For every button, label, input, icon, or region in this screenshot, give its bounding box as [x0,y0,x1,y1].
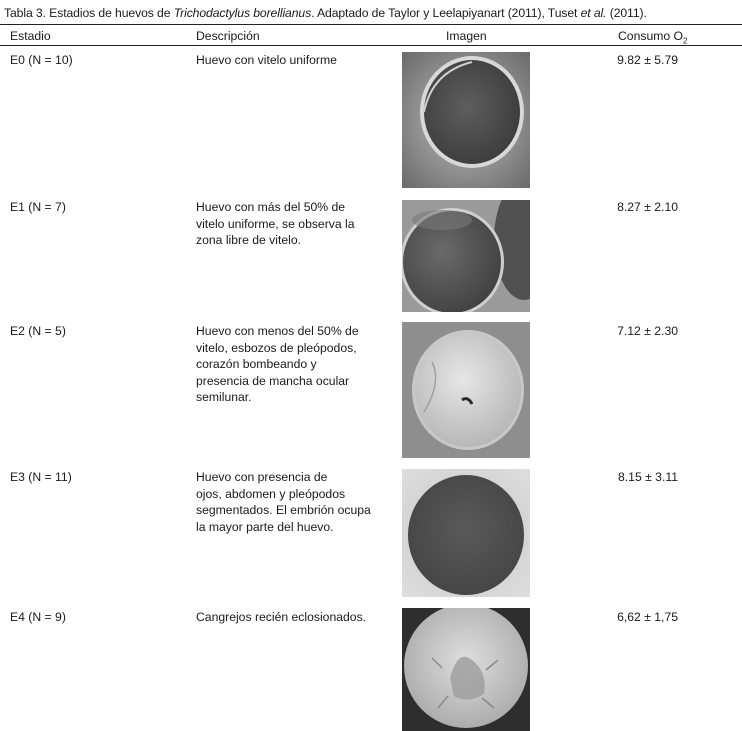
row-3-egg-photo-icon [402,469,530,597]
row-1-descripcion [196,199,386,249]
row-1-desc-line: zona libre de vitelo. [196,233,302,247]
row-3-desc-line: Huevo con presencia de [196,470,328,484]
header-rule [0,45,742,46]
row-3-desc-line: ojos, abdomen y pleópodos [196,486,346,501]
caption-suffix: (2011). [606,6,647,20]
row-4-crab-photo-icon [402,608,530,731]
row-4-estadio: E4 (N = 9) [10,610,66,624]
row-3-desc-line: segmentados. El embrión ocupa [196,503,371,517]
row-2-desc-line: vitelo, esbozos de pleópodos, [196,340,357,355]
row-0-desc-line: Huevo con vitelo uniforme [196,53,337,67]
row-2-desc-line: presencia de mancha ocular [196,373,350,388]
row-4-descripcion [196,609,386,626]
row-2-desc-line: Huevo con menos del 50% de [196,324,359,338]
caption-prefix: Tabla 3. Estadios de huevos de [4,6,174,20]
caption-species: Trichodactylus borellianus [173,6,312,20]
row-4-consumo: 6,62 ± 1,75 [617,610,678,624]
header-imagen: Imagen [446,29,487,43]
row-2-egg-photo-icon [402,322,530,458]
header-consumo [618,29,687,45]
header-consumo-subscript: 2 [683,36,688,46]
row-2-desc-line: corazón bombeando y [196,357,317,371]
row-1-estadio: E1 (N = 7) [10,200,66,214]
row-3-consumo: 8.15 ± 3.11 [618,470,678,484]
table-caption [4,6,647,20]
row-3-desc-line: la mayor parte del huevo. [196,519,334,534]
row-1-egg-photo-icon [402,200,530,312]
top-rule [0,24,742,25]
header-consumo-label: Consumo O [618,29,684,43]
caption-etal: et al. [580,6,607,20]
row-1-desc-line: vitelo uniforme, se observa la [196,216,355,231]
row-3-descripcion [196,469,386,535]
row-0-egg-photo-icon [402,52,530,188]
header-descripcion: Descripción [196,29,260,43]
row-0-consumo: 9.82 ± 5.79 [617,53,678,67]
caption-mid: . Adaptado de Taylor y Leelapiyanart (2011), Tuset [311,6,581,20]
row-2-estadio: E2 (N = 5) [10,324,66,338]
row-2-descripcion [196,323,386,406]
row-1-consumo: 8.27 ± 2.10 [617,200,678,214]
row-3-estadio: E3 (N = 11) [10,470,72,484]
row-0-estadio: E0 (N = 10) [10,53,73,67]
row-0-descripcion [196,52,386,69]
header-estadio: Estadio [10,29,51,43]
row-4-desc-line: Cangrejos recién eclosionados. [196,610,367,624]
row-1-desc-line: Huevo con más del 50% de [196,200,346,214]
row-2-desc-line: semilunar. [196,390,252,404]
row-2-consumo: 7.12 ± 2.30 [617,324,678,338]
